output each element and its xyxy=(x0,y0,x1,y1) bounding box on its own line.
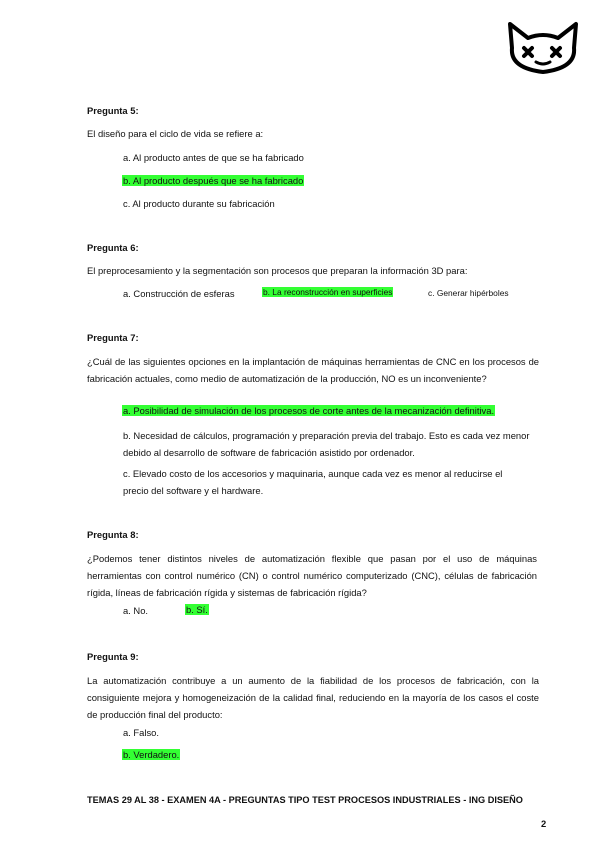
question-6-option-b-correct: b. La reconstrucción en superficies xyxy=(263,287,393,297)
question-9-option-b-correct: b. Verdadero. xyxy=(123,749,180,760)
question-6-heading: Pregunta 6: xyxy=(87,242,139,253)
question-8-heading: Pregunta 8: xyxy=(87,529,139,540)
question-9-heading: Pregunta 9: xyxy=(87,651,139,662)
question-6-text: El preprocesamiento y la segmentación son procesos que preparan la información 3D para: xyxy=(87,265,468,276)
question-8-text: ¿Podemos tener distintos niveles de automatización flexible que pasan por el uso de máquinas herramientas con control numérico (CN) o control numérico computerizado (CNC), células de fabricación rígida, líneas de fabricación rígida y sistemas de fabricación rígida? xyxy=(87,553,537,598)
question-9-text: La automatización contribuye a un aumento de la fiabilidad de los procesos de fabricación, con la consiguiente mejora y homogeneización de la calidad final, reduciendo en la mayoría de los casos el coste de producción final del producto: xyxy=(87,675,539,720)
question-8-option-b-correct: b. Sí. xyxy=(186,604,208,615)
question-7-option-b: b. Necesidad de cálculos, programación y preparación previa del trabajo. Esto es cada vez menor debido al desarrollo de software de fabricación asistido por ordenador. xyxy=(123,430,530,458)
question-6-option-c: c. Generar hipérboles xyxy=(428,288,509,298)
cat-logo-icon xyxy=(506,18,580,76)
question-7-option-a-correct: a. Posibilidad de simulación de los procesos de corte antes de la mecanización definitiva. xyxy=(123,405,495,416)
question-5-option-a: a. Al producto antes de que se ha fabricado xyxy=(123,152,304,163)
question-5-heading: Pregunta 5: xyxy=(87,105,139,116)
page-footer: TEMAS 29 AL 38 - EXAMEN 4A - PREGUNTAS TIPO TEST PROCESOS INDUSTRIALES - ING DISEÑO xyxy=(87,795,523,805)
question-6-option-a: a. Construcción de esferas xyxy=(123,288,235,299)
question-7-option-c: c. Elevado costo de los accesorios y maquinaria, aunque cada vez es menor al reducirse el precio del software y el hardware. xyxy=(123,468,503,496)
question-5-option-b-correct: b. Al producto después que se ha fabricado xyxy=(123,175,304,186)
question-5-text: El diseño para el ciclo de vida se refiere a: xyxy=(87,128,264,139)
question-7-text: ¿Cuál de las siguientes opciones en la implantación de máquinas herramientas de CNC en los procesos de fabricación actuales, como medio de automatización de la producción, NO es un inconveniente? xyxy=(87,356,539,384)
question-7-heading: Pregunta 7: xyxy=(87,332,139,343)
question-5-option-c: c. Al producto durante su fabricación xyxy=(123,198,275,209)
page-number: 2 xyxy=(541,818,547,829)
question-8-option-a: a. No. xyxy=(123,605,149,616)
question-9-option-a: a. Falso. xyxy=(123,727,159,738)
